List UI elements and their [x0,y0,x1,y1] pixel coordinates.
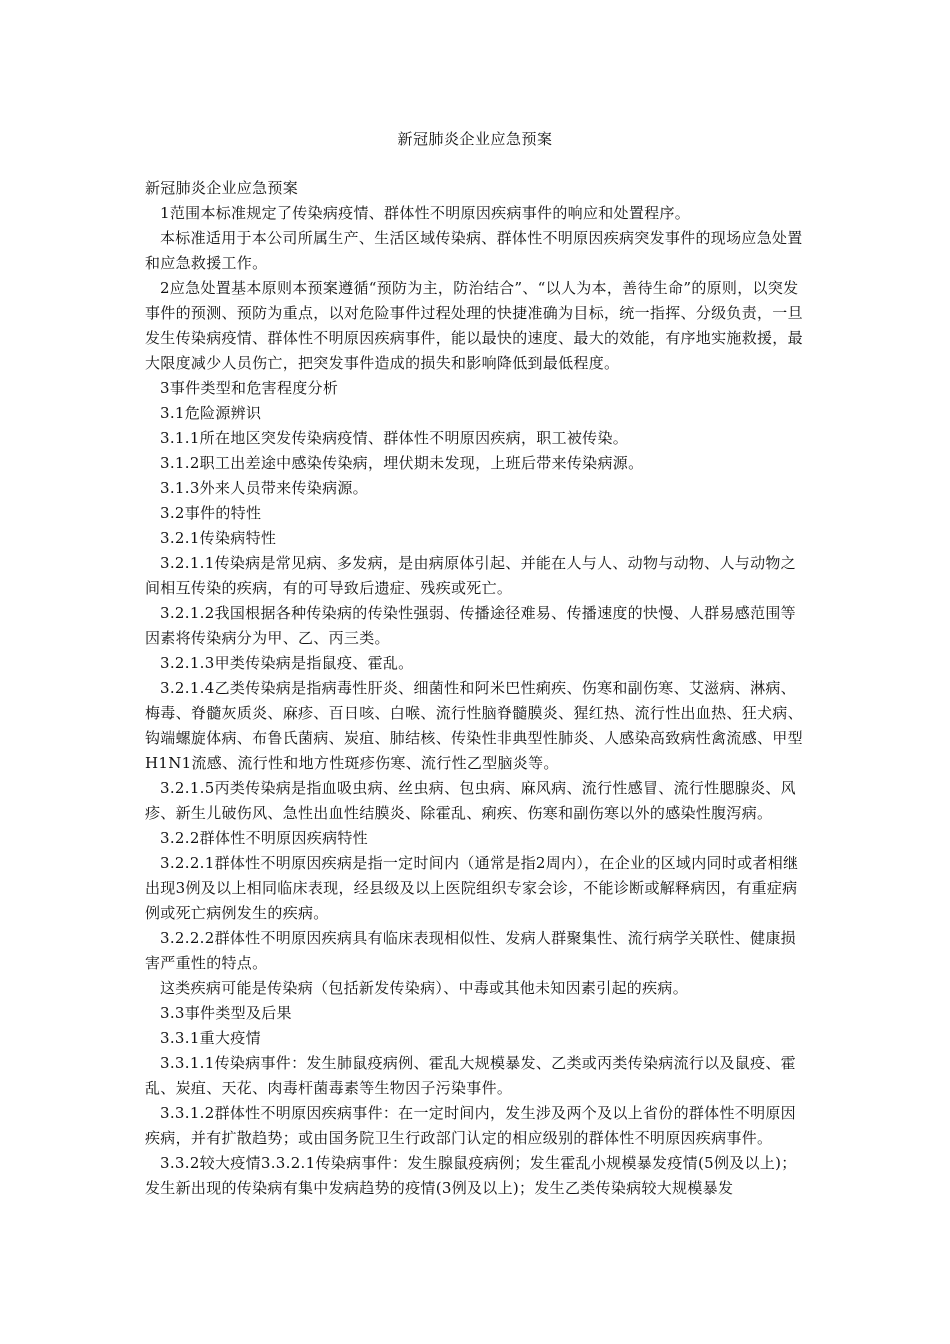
paragraph: 3.3.1.2群体性不明原因疾病事件：在一定时间内，发生涉及两个及以上省份的群体性不明原因疾病，并有扩散趋势；或由国务院卫生行政部门认定的相应级别的群体性不明原因疾病事件。 [145,1104,796,1147]
paragraph: 3.2.1.1传染病是常见病、多发病，是由病原体引起、并能在人与人、动物与动物、人与动物之间相互传染的疾病，有的可导致后遗症、残疾或死亡。 [145,554,796,597]
section-heading: 3.2.2群体性不明原因疾病特性 [160,829,368,847]
paragraph: 3.3.1.1传染病事件：发生肺鼠疫病例、霍乱大规模暴发、乙类或丙类传染病流行以及鼠疫、霍乱、炭疽、天花、肉毒杆菌毒素等生物因子污染事件。 [145,1054,796,1097]
section-heading: 3.1危险源辨识 [160,404,262,422]
section-heading: 3事件类型和危害程度分析 [160,379,339,397]
paragraph: 3.2.1.4乙类传染病是指病毒性肝炎、细菌性和阿米巴性痢疾、伤寒和副伤寒、艾滋病、淋病、梅毒、脊髓灰质炎、麻疹、百日咳、白喉、流行性脑脊髓膜炎、猩红热、流行性出血热、狂犬病、钩端螺旋体病、布鲁氏菌病、炭疽、肺结核、传染性非典型性肺炎、人感染高致病性禽流感、甲型H1N1流感、流行性和地方性斑疹伤寒、流行性乙型脑炎等。 [145,679,803,772]
section-heading: 3.3事件类型及后果 [160,1004,292,1022]
paragraph: 本标准适用于本公司所属生产、生活区域传染病、群体性不明原因疾病突发事件的现场应急处置和应急救援工作。 [145,229,803,272]
section-heading: 3.2.1传染病特性 [160,529,277,547]
paragraph: 3.2.1.3甲类传染病是指鼠疫、霍乱。 [160,654,414,672]
paragraph: 3.2.2.2群体性不明原因疾病具有临床表现相似性、发病人群聚集性、流行病学关联性、健康损害严重性的特点。 [145,929,796,972]
paragraph: 3.1.2职工出差途中感染传染病，埋伏期未发现，上班后带来传染病源。 [160,454,644,472]
section-heading: 3.2事件的特性 [160,504,262,522]
paragraph: 新冠肺炎企业应急预案 [145,179,299,197]
section-heading: 3.3.1重大疫情 [160,1029,261,1047]
paragraph: 1范围本标准规定了传染病疫情、群体性不明原因疾病事件的响应和处置程序。 [160,204,691,222]
paragraph: 3.3.2较大疫情3.3.2.1传染病事件：发生腺鼠疫病例；发生霍乱小规模暴发疫情(5例及以上)；发生新出现的传染病有集中发病趋势的疫情(3例及以上)；发生乙类传染病较大规模暴发 [145,1154,797,1197]
paragraph: 3.1.1所在地区突发传染病疫情、群体性不明原因疾病，职工被传染。 [160,429,629,447]
document-title: 新冠肺炎企业应急预案 [397,130,553,148]
paragraph: 这类疾病可能是传染病（包括新发传染病）、中毒或其他未知因素引起的疾病。 [160,979,689,997]
document-body [145,176,807,1201]
paragraph: 3.2.1.2我国根据各种传染病的传染性强弱、传播途径难易、传播速度的快慢、人群易感范围等因素将传染病分为甲、乙、丙三类。 [145,604,796,647]
paragraph: 3.2.2.1群体性不明原因疾病是指一定时间内（通常是指2周内），在企业的区域内同时或者相继出现3例及以上相同临床表现，经县级及以上医院组织专家会诊，不能诊断或解释病因，有重症病例或死亡病例发生的疾病。 [145,854,799,922]
paragraph: 2应急处置基本原则本预案遵循“预防为主，防治结合”、“以人为本，善待生命”的原则，以突发事件的预测、预防为重点，以对危险事件过程处理的快捷准确为目标，统一指挥、分级负责，一旦发生传染病疫情、群体性不明原因疾病事件，能以最快的速度、最大的效能，有序地实施救援，最大限度减少人员伤亡，把突发事件造成的损失和影响降低到最低程度。 [145,279,803,372]
paragraph: 3.1.3外来人员带来传染病源。 [160,479,368,497]
paragraph: 3.2.1.5丙类传染病是指血吸虫病、丝虫病、包虫病、麻风病、流行性感冒、流行性腮腺炎、风疹、新生儿破伤风、急性出血性结膜炎、除霍乱、痢疾、伤寒和副伤寒以外的感染性腹泻病。 [145,779,796,822]
